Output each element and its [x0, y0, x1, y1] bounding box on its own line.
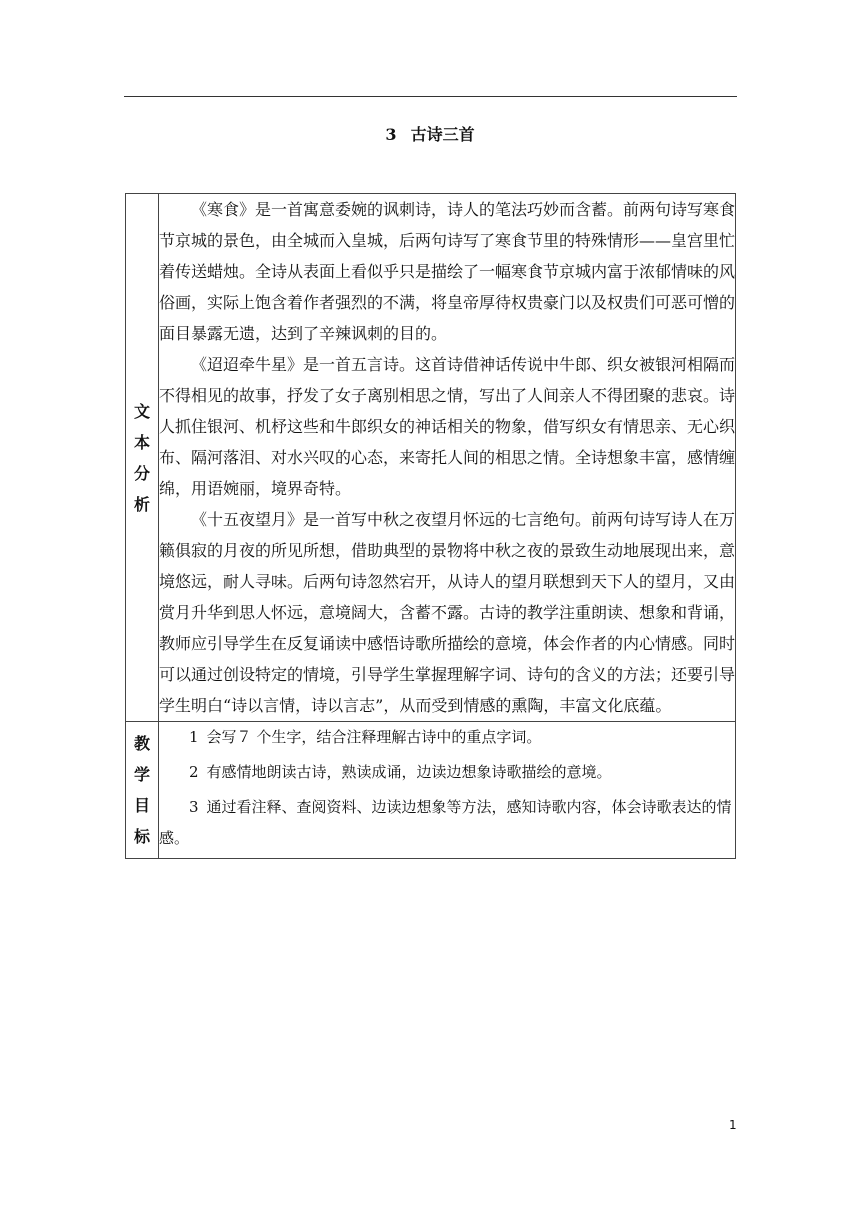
analysis-paragraph-wangyue: 《十五夜望月》是一首写中秋之夜望月怀远的七言绝句。前两句诗写诗人在万籁俱寂的月夜的所见所想，借助典型的景物将中秋之夜的景致生动地展现出来，意境悠远，耐人寻味。后两句诗忽然宕开，从诗人的望月联想到天下人的望月，又由赏月升华到思人怀远，意境阔大，含蓄不露。古诗的教学注重朗读、想象和背诵，教师应引导学生在反复诵读中感悟诗歌所描绘的意境，体会作者的内心情感。同时可以通过创设特定的情境，引导学生掌握理解字词、诗句的含义的方法；还要引导学生明白“诗以言情，诗以言志”，从而受到情感的熏陶，丰富文化底蕴。 [159, 510, 736, 715]
goal-item [159, 792, 735, 854]
goal-number: 3 [189, 798, 199, 816]
text-analysis-content [159, 194, 736, 722]
teaching-goals-content [159, 722, 736, 859]
title-text: 古诗三首 [410, 125, 475, 144]
title-number: 3 [385, 125, 397, 144]
label-char: 学 [133, 765, 150, 784]
label-char: 析 [133, 494, 150, 514]
label-char: 目 [133, 796, 150, 815]
goal-item [159, 757, 735, 788]
text-analysis-label-cell [126, 194, 159, 722]
goal-text: 通过看注释、查阅资料、边读边想象等方法，感知诗歌内容，体会诗歌表达的情感。 [159, 798, 732, 847]
goal-number: 2 [189, 763, 199, 781]
text-analysis-row [126, 194, 736, 722]
label-char: 文 [133, 401, 150, 421]
teaching-goals-label [134, 728, 150, 852]
page-number: 1 [729, 1118, 737, 1132]
goal-text: 会写７ 个生字，结合注释理解古诗中的重点字词。 [206, 728, 542, 746]
label-char: 标 [133, 827, 150, 846]
label-char: 分 [133, 463, 150, 483]
teaching-goals-label-cell [126, 722, 159, 859]
label-char: 教 [133, 734, 150, 753]
analysis-paragraph-qianniu: 《迢迢牵牛星》是一首五言诗。这首诗借神话传说中牛郎、织女被银河相隔而不得相见的故事，抒发了女子离别相思之情，写出了人间亲人不得团聚的悲哀。诗人抓住银河、机杼这些和牛郎织女的神话相关的物象，借写织女有情思亲、无心织布、隔河落泪、对水兴叹的心态，来寄托人间的相思之情。全诗想象丰富，感情缠绵，用语婉丽，境界奇特。 [159, 355, 736, 498]
lesson-table [125, 193, 736, 859]
page-title [0, 122, 860, 145]
goal-text: 有感情地朗读古诗，熟读成诵，边读边想象诗歌描绘的意境。 [206, 763, 612, 781]
text-analysis-label [134, 396, 150, 520]
label-char: 本 [133, 432, 150, 452]
teaching-goals-row [126, 722, 736, 859]
goal-number: 1 [189, 728, 199, 746]
analysis-paragraph-hanshi: 《寒食》是一首寓意委婉的讽刺诗，诗人的笔法巧妙而含蓄。前两句诗写寒食节京城的景色，由全城而入皇城，后两句诗写了寒食节里的特殊情形——皇宫里忙着传送蜡烛。全诗从表面上看似乎只是描绘了一幅寒食节京城内富于浓郁情味的风俗画，实际上饱含着作者强烈的不满，将皇帝厚待权贵豪门以及权贵们可恶可憎的面目暴露无遗，达到了辛辣讽刺的目的。 [159, 200, 736, 343]
goal-item [159, 722, 735, 753]
header-rule [124, 96, 737, 97]
